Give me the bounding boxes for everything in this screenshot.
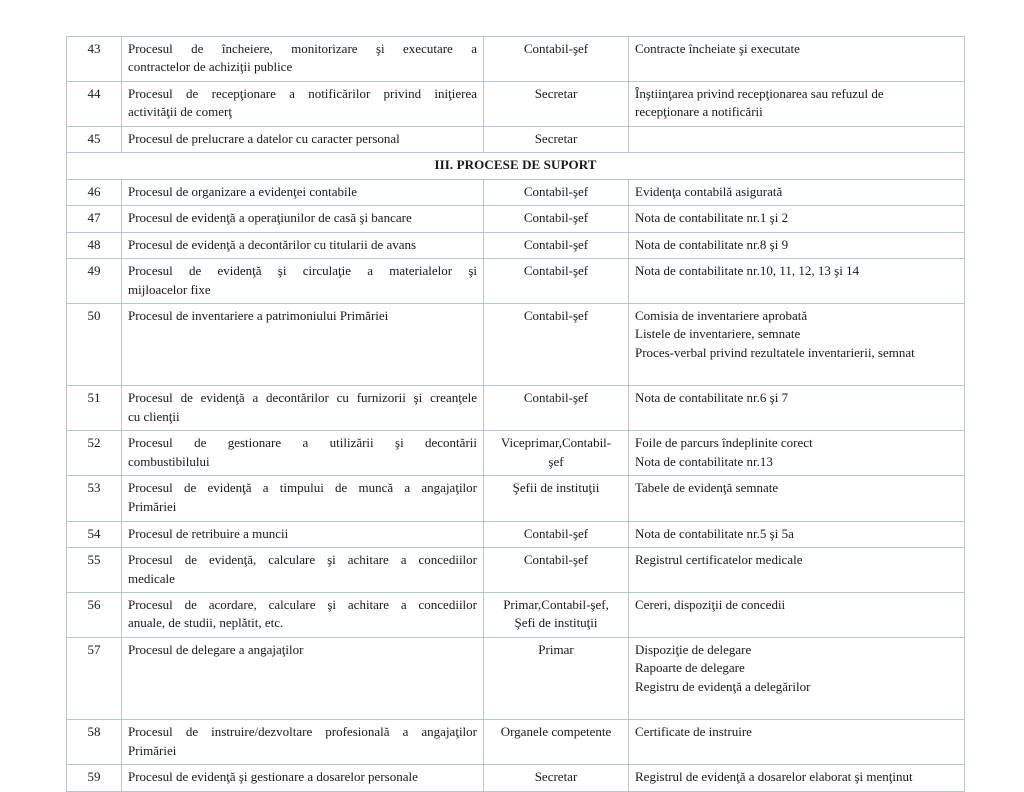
table-row: [67, 386, 965, 431]
table-row: [67, 765, 965, 791]
output-cell: [629, 521, 965, 547]
process-table-container: [66, 36, 964, 792]
row-spacer: [635, 498, 958, 517]
process-name-cell: [122, 720, 484, 765]
cell-line: Organele competente: [500, 724, 612, 740]
process-name-cell: [122, 179, 484, 205]
cell-line: Rapoarte de delegare: [635, 660, 745, 676]
table-row: [67, 548, 965, 593]
row-number-cell: 54: [67, 521, 122, 547]
cell-line: activităţii de comerţ: [128, 104, 232, 120]
row-number-cell: 45: [67, 126, 122, 152]
responsible-cell: [484, 431, 629, 476]
cell-line: Procesul de prelucrare a datelor cu caracter personal: [128, 130, 400, 146]
responsible-cell: [484, 126, 629, 152]
row-number-cell: 44: [67, 81, 122, 126]
cell-line: contractelor de achiziţii publice: [128, 59, 293, 75]
cell-line: Procesul de acordare, calculare şi achitare a concediilor: [128, 596, 477, 612]
cell-line: Procesul de evidenţă, calculare şi achitare a concediilor: [128, 552, 477, 568]
process-text: [128, 40, 477, 77]
responsible-cell: [484, 765, 629, 791]
table-row: [67, 637, 965, 719]
row-number-cell: 47: [67, 206, 122, 232]
process-name-cell: [122, 765, 484, 791]
output-cell: [629, 37, 965, 82]
process-text: [128, 479, 477, 516]
cell-line: Registrul certificatelor medicale: [635, 552, 803, 568]
output-cell: [629, 232, 965, 258]
table-row: [67, 476, 965, 521]
process-name-cell: [122, 126, 484, 152]
cell-line: combustibilului: [128, 453, 210, 469]
output-cell: [629, 126, 965, 152]
table-row: [67, 259, 965, 304]
process-text: [128, 723, 477, 760]
cell-line: medicale: [128, 570, 175, 586]
cell-line: Tabele de evidenţă semnate: [635, 480, 779, 496]
cell-line: Procesul de evidenţă a timpului de muncă a angajaţilor: [128, 480, 477, 496]
cell-line: Procesul de evidenţă a decontărilor cu titularii de avans: [128, 236, 417, 252]
row-spacer: [635, 362, 958, 381]
table-row: [67, 303, 965, 385]
cell-line: mijloacelor fixe: [128, 281, 211, 297]
cell-line: Contabil-şef: [523, 41, 589, 56]
section-header-cell: III. PROCESE DE SUPORT: [67, 153, 965, 179]
cell-line: Dispoziţie de delegare: [635, 641, 752, 657]
output-cell: [629, 386, 965, 431]
output-cell: [629, 206, 965, 232]
responsible-cell: [484, 206, 629, 232]
cell-line: Primar,Contabil-şef,: [503, 596, 609, 612]
row-number-cell: 59: [67, 765, 122, 791]
cell-line: Primăriei: [128, 742, 177, 758]
cell-line: Primar: [538, 641, 574, 657]
cell-line: anuale, de studii, neplătit, etc.: [128, 615, 284, 631]
cell-line: Proces-verbal privind rezultatele inventarierii, semnat: [635, 344, 915, 360]
process-name-cell: [122, 476, 484, 521]
process-name-cell: [122, 206, 484, 232]
cell-line: Nota de contabilitate nr.8 şi 9: [635, 236, 789, 252]
output-cell: [629, 637, 965, 719]
cell-line: Comisia de inventariere aprobată: [635, 307, 808, 323]
row-number-cell: 56: [67, 592, 122, 637]
row-number-cell: 51: [67, 386, 122, 431]
process-name-cell: [122, 521, 484, 547]
output-cell: [629, 303, 965, 385]
cell-line: Şefii de instituţii: [512, 480, 600, 496]
cell-line: Evidenţa contabilă asigurată: [635, 183, 783, 199]
process-table: [66, 36, 965, 792]
cell-line: Contabil-şef: [523, 263, 589, 279]
cell-line: Procesul de retribuire a muncii: [128, 525, 289, 541]
cell-line: Procesul de organizare a evidenţei contabile: [128, 183, 357, 199]
process-text: [128, 596, 477, 633]
cell-line: Procesul de instruire/dezvoltare profesională a angajaţilor: [128, 724, 477, 740]
cell-line: Contabil-şef: [523, 307, 589, 323]
cell-line: Contabil-şef: [523, 525, 589, 541]
output-cell: [629, 720, 965, 765]
table-row: [67, 206, 965, 232]
responsible-cell: [484, 37, 629, 82]
process-name-cell: [122, 592, 484, 637]
cell-line: Procesul de gestionare a utilizării şi decontării: [128, 435, 477, 451]
responsible-cell: [484, 637, 629, 719]
output-cell: [629, 431, 965, 476]
cell-line: Şefi de instituţii: [514, 615, 598, 631]
row-number-cell: 55: [67, 548, 122, 593]
cell-line: Contracte încheiate şi executate: [635, 41, 800, 56]
table-row: [67, 179, 965, 205]
cell-line: Contabil-şef: [523, 552, 589, 568]
cell-line: cu clienţii: [128, 408, 180, 424]
cell-line: Înştiinţarea privind recepţionarea sau refuzul de: [635, 85, 884, 101]
process-name-cell: [122, 81, 484, 126]
process-name-cell: [122, 386, 484, 431]
cell-line: Procesul de evidenţă şi gestionare a dosarelor personale: [128, 769, 418, 785]
responsible-cell: [484, 179, 629, 205]
cell-line: Contabil-şef: [523, 183, 589, 199]
row-number-cell: 43: [67, 37, 122, 82]
cell-line: Contabil-şef: [523, 210, 589, 226]
table-row: [67, 126, 965, 152]
process-text: [128, 262, 477, 299]
responsible-cell: [484, 386, 629, 431]
cell-line: Procesul de delegare a angajaţilor: [128, 641, 304, 657]
cell-line: Nota de contabilitate nr.6 şi 7: [635, 390, 789, 406]
cell-line: Contabil-şef: [523, 236, 589, 252]
cell-line: Procesul de încheiere, monitorizare şi executare a: [128, 41, 477, 56]
responsible-cell: [484, 232, 629, 258]
row-number-cell: 50: [67, 303, 122, 385]
row-spacer: [635, 696, 958, 715]
responsible-cell: [484, 476, 629, 521]
cell-line: şef: [548, 453, 564, 469]
output-cell: [629, 592, 965, 637]
section-header-row: [67, 153, 965, 179]
cell-line: Nota de contabilitate nr.5 şi 5a: [635, 525, 794, 541]
cell-line: Secretar: [534, 130, 578, 146]
process-text: [128, 551, 477, 588]
process-name-cell: [122, 548, 484, 593]
process-text: [128, 434, 477, 471]
responsible-cell: [484, 592, 629, 637]
row-number-cell: 48: [67, 232, 122, 258]
output-cell: [629, 259, 965, 304]
process-table-body: [67, 37, 965, 792]
table-row: [67, 592, 965, 637]
cell-line: Secretar: [534, 769, 578, 785]
process-name-cell: [122, 431, 484, 476]
table-row: [67, 81, 965, 126]
output-cell: [629, 765, 965, 791]
row-number-cell: 57: [67, 637, 122, 719]
responsible-cell: [484, 521, 629, 547]
row-number-cell: 58: [67, 720, 122, 765]
cell-line: Contabil-şef: [523, 390, 589, 406]
process-name-cell: [122, 232, 484, 258]
table-row: [67, 720, 965, 765]
cell-line: Nota de contabilitate nr.10, 11, 12, 13 şi 14: [635, 263, 860, 279]
process-name-cell: [122, 637, 484, 719]
responsible-cell: [484, 720, 629, 765]
cell-line: Nota de contabilitate nr.13: [635, 453, 773, 469]
table-row: [67, 37, 965, 82]
responsible-cell: [484, 81, 629, 126]
output-cell: [629, 179, 965, 205]
row-number-cell: 46: [67, 179, 122, 205]
responsible-cell: [484, 259, 629, 304]
process-name-cell: [122, 259, 484, 304]
output-cell: [629, 81, 965, 126]
cell-line: recepţionare a notificării: [635, 104, 763, 120]
process-name-cell: [122, 303, 484, 385]
output-cell: [629, 548, 965, 593]
table-row: [67, 521, 965, 547]
cell-line: Primăriei: [128, 498, 177, 514]
cell-line: Procesul de inventariere a patrimoniului Primăriei: [128, 307, 389, 323]
row-number-cell: 52: [67, 431, 122, 476]
cell-line: Certificate de instruire: [635, 724, 752, 740]
responsible-cell: [484, 303, 629, 385]
cell-line: Viceprimar,Contabil-: [500, 435, 612, 451]
cell-line: Procesul de recepţionare a notificărilor privind iniţierea: [128, 85, 477, 101]
output-cell: [629, 476, 965, 521]
table-row: [67, 232, 965, 258]
process-text: [128, 389, 477, 426]
table-row: [67, 431, 965, 476]
cell-line: Procesul de evidenţă şi circulaţie a materialelor şi: [128, 263, 477, 279]
cell-line: Procesul de evidenţă a decontărilor cu furnizorii şi creanţele: [128, 390, 477, 406]
row-number-cell: 53: [67, 476, 122, 521]
cell-line: Listele de inventariere, semnate: [635, 326, 801, 342]
cell-line: Registru de evidenţă a delegărilor: [635, 678, 811, 694]
cell-line: Nota de contabilitate nr.1 şi 2: [635, 210, 789, 226]
cell-line: Secretar: [534, 85, 578, 101]
cell-line: Registrul de evidenţă a dosarelor elaborat şi menţinut: [635, 769, 913, 785]
process-name-cell: [122, 37, 484, 82]
responsible-cell: [484, 548, 629, 593]
process-text: [128, 85, 477, 122]
cell-line: Foile de parcurs îndeplinite corect: [635, 435, 813, 451]
cell-line: Procesul de evidenţă a operaţiunilor de casă şi bancare: [128, 210, 412, 226]
cell-line: Cereri, dispoziţii de concedii: [635, 596, 786, 612]
row-number-cell: 49: [67, 259, 122, 304]
